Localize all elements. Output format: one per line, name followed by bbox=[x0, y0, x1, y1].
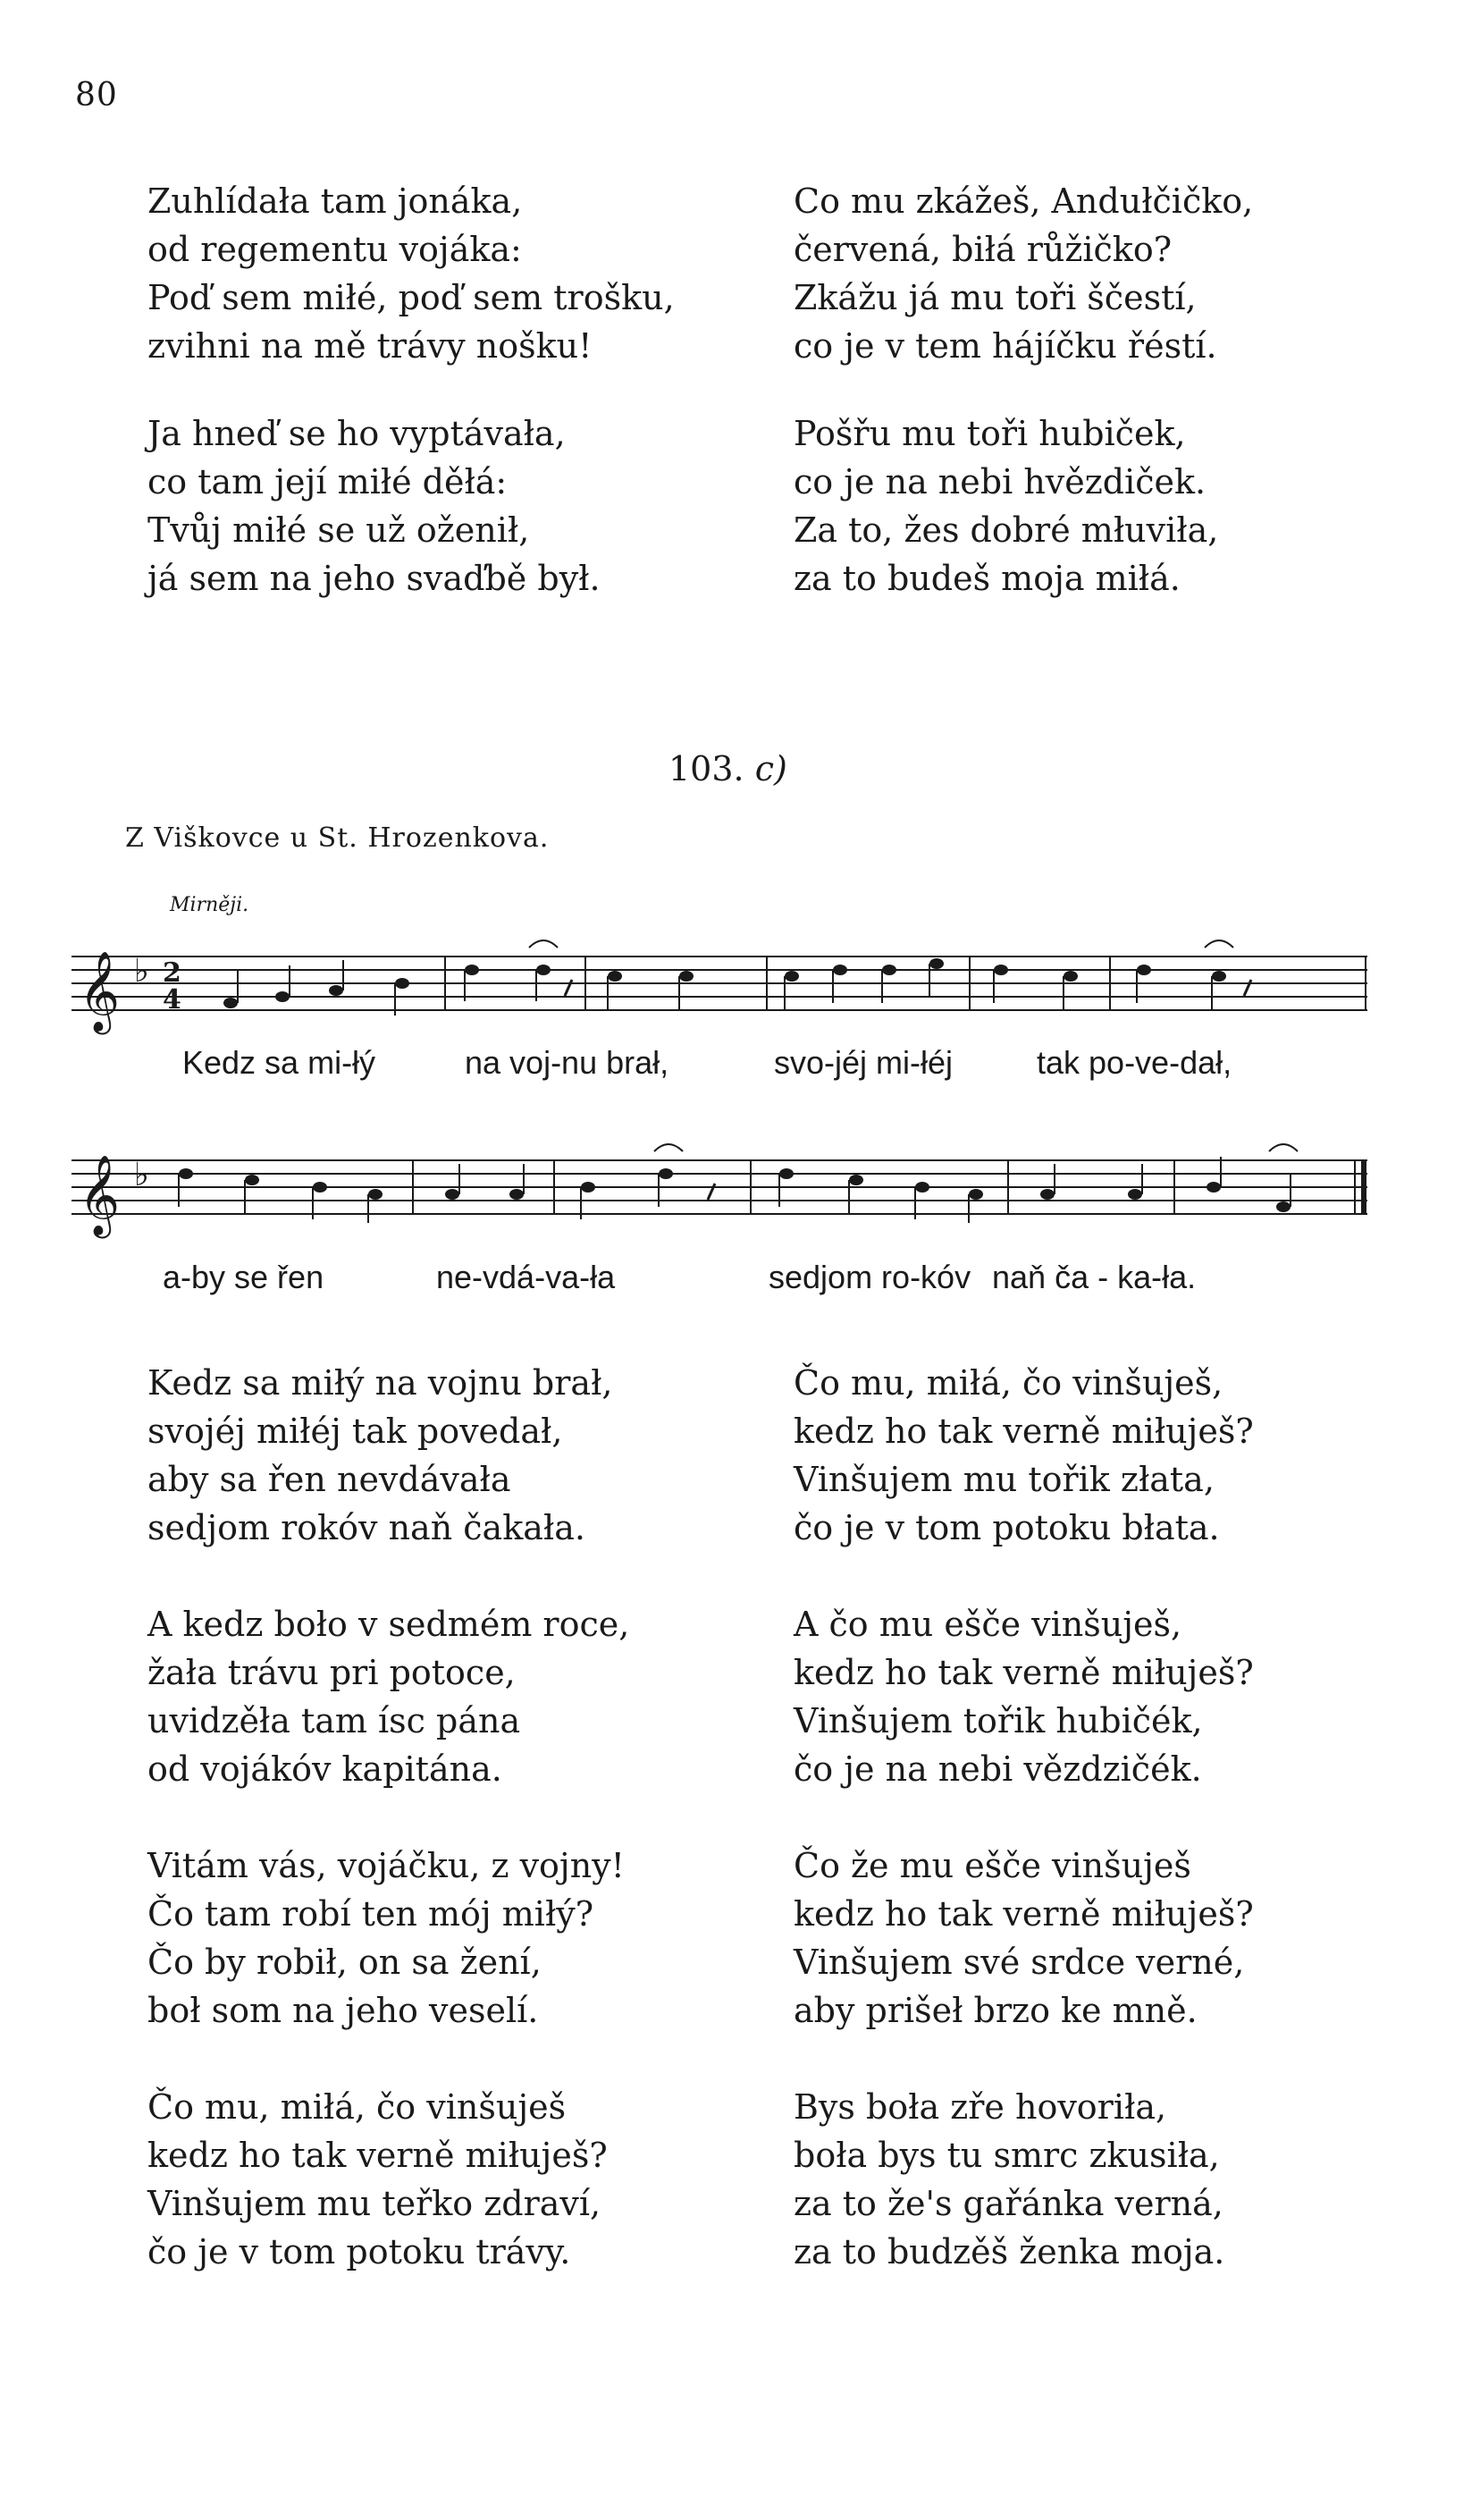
note bbox=[1207, 1182, 1221, 1193]
bottom-right-stanza-2 bbox=[794, 1600, 1254, 1793]
lyric-syllables: tak po-ve-dał, bbox=[1037, 1044, 1232, 1081]
note bbox=[849, 1175, 863, 1185]
verse-line: za to budeš moja miłá. bbox=[794, 559, 1181, 598]
note bbox=[659, 1168, 673, 1179]
verse-line: čo je na nebi vězdzičék. bbox=[794, 1749, 1202, 1789]
note bbox=[1064, 971, 1078, 982]
note bbox=[1212, 971, 1226, 982]
note bbox=[915, 1182, 929, 1193]
lyrics-line-1 bbox=[0, 1044, 1463, 1089]
verse-line: boł som na jeho veselí. bbox=[147, 1991, 539, 2030]
verse-line: aby prišeł brzo ke mně. bbox=[794, 1991, 1198, 2030]
verse-line: Vinšujem mu tořik złata, bbox=[794, 1460, 1215, 1499]
note bbox=[223, 998, 238, 1008]
note bbox=[275, 991, 290, 1002]
note bbox=[785, 971, 799, 982]
verse-line: čo je v tom potoku błata. bbox=[794, 1508, 1220, 1547]
verse-line: Poď sem miłé, poď sem trošku, bbox=[147, 278, 675, 317]
bottom-left-stanza-1 bbox=[147, 1359, 612, 1552]
song-number-suffix: c) bbox=[754, 749, 787, 788]
verse-line: já sem na jeho svaďbě był. bbox=[147, 559, 601, 598]
note bbox=[368, 1189, 383, 1200]
verse-line: za to že's gařánka verná, bbox=[794, 2184, 1223, 2223]
verse-line: co je na nebi hvězdiček. bbox=[794, 462, 1207, 501]
top-right-stanza-1 bbox=[794, 177, 1253, 370]
bottom-left-stanza-4 bbox=[147, 2083, 608, 2276]
verse-line: Vinšujem své srdce verné, bbox=[794, 1943, 1245, 1982]
verse-line: červená, biłá růžičko? bbox=[794, 230, 1173, 269]
verse-line: Čo mu, miłá, čo vinšuješ, bbox=[794, 1363, 1223, 1403]
staff-lines bbox=[71, 1160, 1367, 1214]
lyric-syllables: svo-jéj mi-łéj bbox=[774, 1044, 954, 1081]
rests bbox=[565, 980, 1251, 996]
verse-line: A čo mu ešče vinšuješ, bbox=[794, 1605, 1182, 1644]
notes bbox=[223, 958, 1226, 1016]
top-left-stanza-1 bbox=[147, 177, 675, 370]
verse-line: Zuhlídała tam jonáka, bbox=[147, 181, 523, 221]
time-signature-top: 2 bbox=[163, 957, 181, 989]
lyric-syllables: naň ča - ka-ła. bbox=[992, 1259, 1197, 1295]
verse-line: Co mu zkážeš, Andułčičko, bbox=[794, 181, 1254, 221]
flat-key-signature-icon: ♭ bbox=[134, 1157, 149, 1193]
time-signature-bottom: 4 bbox=[163, 984, 181, 1016]
note bbox=[833, 965, 847, 975]
song-number bbox=[668, 749, 787, 788]
verse-line: Bys boła zře hovoriła, bbox=[794, 2087, 1167, 2127]
tempo-marking: Mirněji. bbox=[170, 894, 249, 916]
note bbox=[179, 1168, 193, 1179]
bottom-right-stanza-4 bbox=[794, 2083, 1224, 2276]
verse-line: Vinšujem mu teřko zdraví, bbox=[147, 2184, 601, 2223]
verse-line: Čo mu, miłá, čo vinšuješ bbox=[147, 2087, 567, 2127]
song-origin: Z Viškovce u St. Hrozenkova. bbox=[125, 822, 550, 854]
verse-line: za to budzěš ženka moja. bbox=[794, 2232, 1225, 2271]
lyrics-line-2 bbox=[0, 1259, 1463, 1303]
top-right-stanza-2 bbox=[794, 409, 1218, 603]
note bbox=[465, 965, 479, 975]
verse-line: co je v tem hájíčku řéstí. bbox=[794, 326, 1217, 366]
rests bbox=[708, 1184, 715, 1200]
song-number-value: 103. bbox=[668, 749, 744, 788]
verse-line: Pošřu mu toři hubiček, bbox=[794, 414, 1186, 453]
verse-line: čo je v tom potoku trávy. bbox=[147, 2232, 571, 2271]
flat-key-signature-icon: ♭ bbox=[134, 953, 149, 990]
note bbox=[245, 1175, 259, 1185]
bottom-right-stanza-1 bbox=[794, 1359, 1254, 1552]
bottom-left-stanza-3 bbox=[147, 1842, 625, 2035]
top-left-stanza-2 bbox=[147, 409, 601, 603]
verse-line: Kedz sa miłý na vojnu brał, bbox=[147, 1363, 613, 1403]
lyric-syllables: a-by se řen bbox=[163, 1259, 324, 1295]
note bbox=[313, 1182, 327, 1193]
verse-line: kedz ho tak verně miłuješ? bbox=[147, 2136, 608, 2175]
note bbox=[608, 971, 622, 982]
staff-lines bbox=[71, 957, 1367, 1010]
note bbox=[1128, 1189, 1142, 1200]
verse-line: Za to, žes dobré młuviła, bbox=[794, 510, 1219, 550]
verse-line: aby sa řen nevdávała bbox=[147, 1460, 511, 1499]
note bbox=[536, 965, 551, 975]
verse-line: žała trávu pri potoce, bbox=[147, 1653, 516, 1692]
note bbox=[994, 965, 1008, 975]
verse-line: A kedz boło v sedmém roce, bbox=[147, 1605, 630, 1644]
note bbox=[679, 971, 694, 982]
verse-line: sedjom rokóv naň čakała. bbox=[147, 1508, 585, 1547]
music-staff-2 bbox=[71, 1134, 1376, 1259]
verse-line: Vitám vás, vojáčku, z vojny! bbox=[147, 1846, 625, 1885]
verse-line: Vinšujem tořik hubičék, bbox=[794, 1701, 1203, 1740]
page-number: 80 bbox=[75, 77, 118, 114]
note bbox=[329, 985, 343, 996]
verse-line: co tam její miłé děłá: bbox=[147, 462, 508, 501]
verse-line: kedz ho tak verně miłuješ? bbox=[794, 1412, 1254, 1451]
lyric-syllables: Kedz sa mi-łý bbox=[182, 1044, 376, 1081]
note bbox=[581, 1182, 595, 1193]
verse-line: svojéj miłéj tak povedał, bbox=[147, 1412, 563, 1451]
verse-line: Ja hneď se ho vyptávała, bbox=[147, 414, 566, 453]
note bbox=[395, 978, 409, 989]
verse-line: boła bys tu smrc zkusiła, bbox=[794, 2136, 1220, 2175]
verse-line: od regementu vojáka: bbox=[147, 230, 522, 269]
verse-line: Tvůj miłé se už oženił, bbox=[147, 510, 530, 550]
music-staff-1 bbox=[71, 930, 1376, 1055]
note bbox=[779, 1168, 794, 1179]
verse-line: od vojákóv kapitána. bbox=[147, 1749, 502, 1789]
verse-line: Čo tam robí ten mój miłý? bbox=[147, 1894, 594, 1934]
bottom-right-stanza-3 bbox=[794, 1842, 1254, 2035]
note bbox=[1276, 1201, 1291, 1212]
fermata-icon bbox=[529, 940, 1233, 948]
verse-line: kedz ho tak verně miłuješ? bbox=[794, 1653, 1254, 1692]
lyric-syllables: sedjom ro-kóv bbox=[769, 1259, 971, 1295]
lyric-syllables: na voj-nu brał, bbox=[465, 1044, 669, 1081]
treble-clef-icon: 𝄞 bbox=[79, 951, 121, 1032]
note bbox=[445, 1189, 459, 1200]
note bbox=[1040, 1189, 1055, 1200]
treble-clef-icon: 𝄞 bbox=[79, 1155, 121, 1235]
fermata-icon bbox=[654, 1144, 1298, 1151]
verse-line: uvidzěła tam ísc pána bbox=[147, 1701, 521, 1740]
note bbox=[1137, 965, 1151, 975]
note bbox=[929, 958, 944, 969]
verse-line: kedz ho tak verně miłuješ? bbox=[794, 1894, 1254, 1934]
verse-line: Čo by robił, on sa žení, bbox=[147, 1943, 542, 1982]
note bbox=[882, 965, 896, 975]
bottom-left-stanza-2 bbox=[147, 1600, 629, 1793]
verse-line: zvihni na mě trávy nošku! bbox=[147, 326, 593, 366]
note bbox=[969, 1189, 983, 1200]
verse-line: Zkážu já mu toři ščestí, bbox=[794, 278, 1197, 317]
verse-line: Čo že mu ešče vinšuješ bbox=[794, 1846, 1191, 1885]
lyric-syllables: ne-vdá-va-ła bbox=[436, 1259, 616, 1295]
notes bbox=[179, 1157, 1291, 1223]
note bbox=[509, 1189, 524, 1200]
